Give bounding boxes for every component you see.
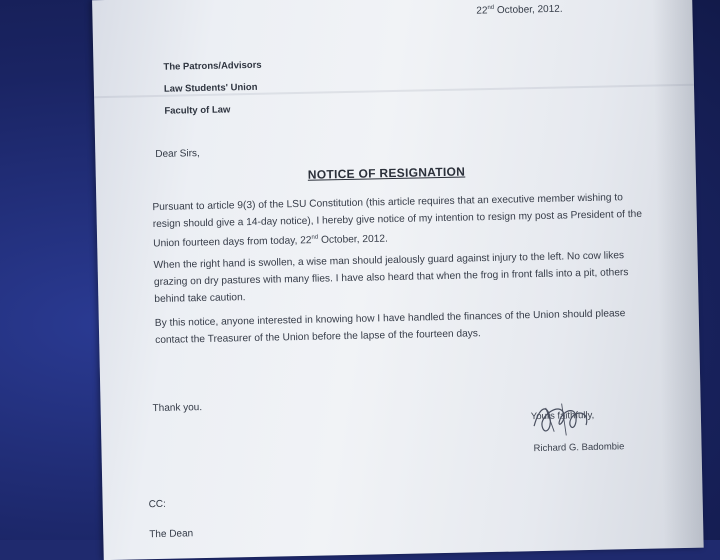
address-line: The Patrons/Advisors — [163, 59, 262, 73]
address-line: Law Students' Union — [163, 81, 258, 95]
letter-sheet — [92, 0, 704, 560]
paragraph-3: By this notice, anyone interested in knowing how I have handled the finances of the Union should please contact the Treasurer of the Union before the lapse of the fourteen days. — [154, 308, 626, 347]
letter-date: 22nd October, 2012. — [476, 3, 563, 17]
letter-heading: NOTICE OF RESIGNATION — [307, 164, 466, 182]
recipient-address — [163, 55, 263, 123]
salutation: Dear Sirs, — [155, 148, 200, 160]
closing-line: Yours faithfully, — [530, 409, 595, 423]
address-line: Faculty of Law — [164, 104, 231, 117]
signer-name: Richard G. Badombie — [533, 441, 625, 455]
handwritten-signature-icon — [525, 395, 606, 447]
paragraph-2: When the right hand is swollen, a wise man should jealously guard against injury to the left. No cow likes grazing on dry pastures with many flies. I have also heard that when the frog in front falls into a pit, others behind take caution. — [153, 250, 629, 306]
paragraph-1: Pursuant to article 9(3) of the LSU Constitution (this article requires that an executive member wishing to resign should give a 14-day notice), I hereby give notice of my intention to resign my post as President of the Union fourteen days from today, 22nd October, 2012. — [152, 192, 643, 250]
cc-entry: The Dean — [149, 528, 194, 541]
cc-label: CC: — [148, 498, 166, 511]
thanks-line: Thank you. — [152, 402, 203, 415]
